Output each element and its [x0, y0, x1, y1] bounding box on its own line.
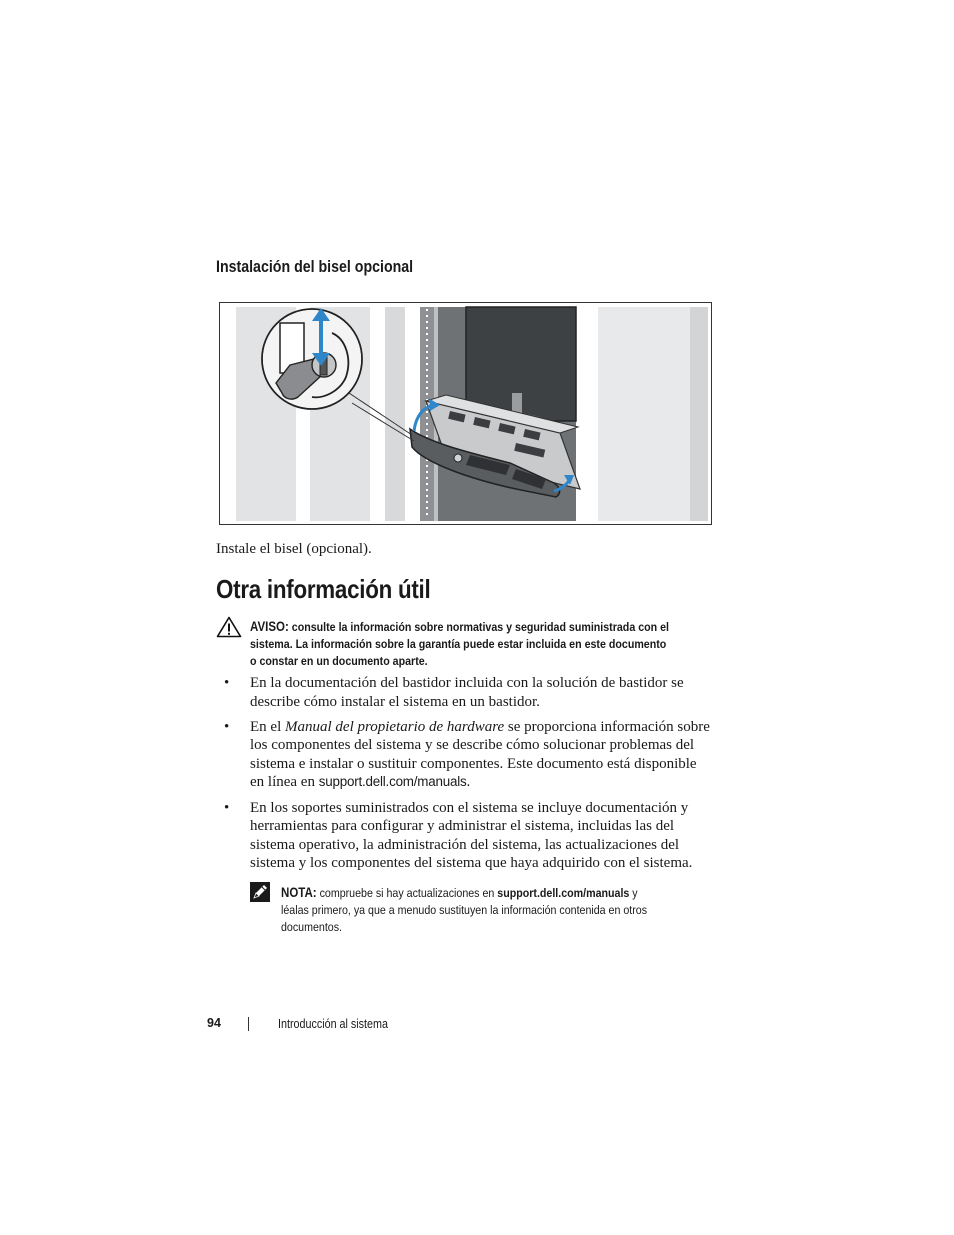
note-manuals-link[interactable]: support.dell.com/manuals	[497, 886, 630, 900]
note-notice: NOTA: compruebe si hay actualizaciones en support.dell.com/manuals y léalas primero, ya que a menudo sustituyen la información contenida en otros documentos.	[281, 885, 648, 934]
warning-triangle-icon	[216, 616, 242, 638]
page-title: Otra información útil	[216, 574, 431, 604]
warning-text-line: consulte la información sobre normativas y seguridad suministrada con el	[291, 620, 669, 634]
bullet-icon: •	[224, 675, 230, 691]
info-bullet-list	[224, 674, 724, 879]
figure-caption: Instale el bisel (opcional).	[216, 541, 372, 557]
manuals-link[interactable]: support.dell.com/manuals	[318, 774, 467, 790]
list-item: • En el Manual del propietario de hardware se proporciona información sobre los componentes del sistema y se describe cómo solucionar problemas del sistema e instalar o sustituir componentes. Este documento está disponible en línea en support.dell.com/manuals.	[224, 718, 710, 791]
warning-notice	[250, 618, 790, 670]
note-pencil-icon	[250, 882, 270, 902]
page-number: 94	[207, 1016, 221, 1030]
footer-chapter-title: Introducción al sistema	[278, 1017, 388, 1031]
manual-title: Manual del propietario de hardware	[285, 718, 505, 735]
bezel-illustration	[220, 303, 711, 524]
bullet-icon: •	[224, 718, 230, 735]
warning-text-line: sistema. La información sobre la garantía puede estar incluida en este documento	[250, 637, 667, 651]
bullet-icon: •	[224, 799, 230, 816]
footer-divider	[248, 1017, 249, 1031]
list-item: • En los soportes suministrados con el sistema se incluye documentación y herramientas para configurar y administrar el sistema, incluidas las del sistema operativo, la administración del sistema, las actualizaciones del sistema y los componentes del sistema que haya adquirido con el sistema.	[224, 799, 693, 872]
warning-label: AVISO:	[250, 619, 289, 634]
section-heading: Instalación del bisel opcional	[216, 258, 414, 276]
warning-text-line: o constar en un documento aparte.	[250, 654, 428, 668]
list-item: • En la documentación del bastidor incluida con la solución de bastidor se describe cómo instalar el sistema en un bastidor.	[224, 675, 684, 710]
bezel-installation-figure	[219, 302, 712, 525]
note-label: NOTA:	[281, 885, 317, 900]
